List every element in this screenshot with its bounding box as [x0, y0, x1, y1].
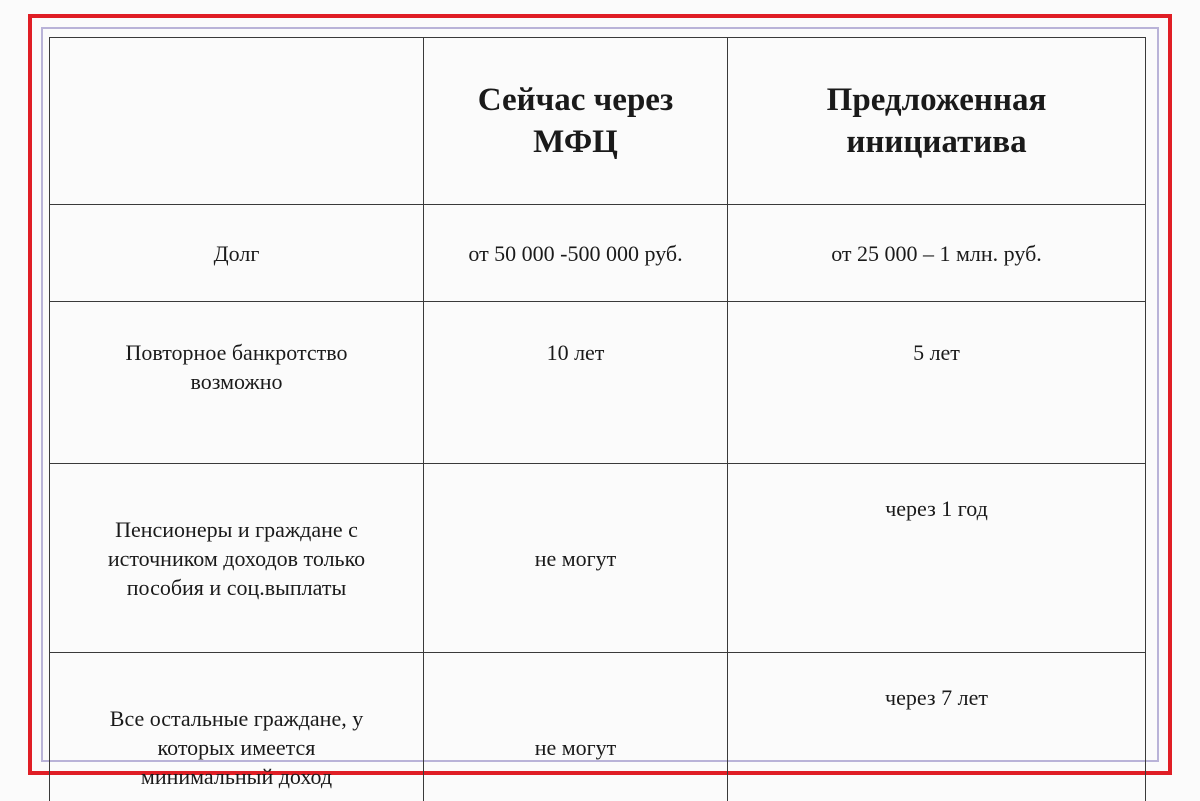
row-now-cell	[424, 302, 728, 464]
row-proposed-cell	[728, 302, 1146, 464]
row-label-cell	[50, 302, 424, 464]
row-proposed-cell	[728, 653, 1146, 801]
row-now-value: не могут	[534, 734, 617, 760]
row-proposed-cell	[728, 464, 1146, 653]
row-proposed-value: через 7 лет	[885, 685, 988, 710]
row-proposed-value: от 25 000 – 1 млн. руб.	[831, 240, 1042, 266]
row-now-value: от 50 000 -500 000 руб.	[468, 240, 683, 266]
row-label-cell	[50, 464, 424, 653]
row-label-cell	[50, 653, 424, 801]
table-header-row	[50, 38, 1146, 205]
row-now-value: 10 лет	[546, 340, 605, 365]
row-label-cell	[50, 205, 424, 302]
bankruptcy-comparison-table	[49, 37, 1146, 801]
row-proposed-value: 5 лет	[913, 340, 960, 365]
row-now-cell	[424, 205, 728, 302]
row-proposed-cell	[728, 205, 1146, 302]
row-now-cell	[424, 464, 728, 653]
header-now-cell	[424, 38, 728, 205]
row-proposed-value: через 1 год	[885, 496, 988, 521]
row-label: Пенсионеры и граждане с источником доходов только пособия и соц.выплаты	[107, 516, 366, 600]
header-now-label: Сейчас через МФЦ	[477, 82, 674, 160]
header-proposed-cell	[728, 38, 1146, 205]
table-row-debt	[50, 205, 1146, 302]
table-row-repeat-bankruptcy	[50, 302, 1146, 464]
table-row-other-citizens	[50, 653, 1146, 801]
row-now-cell	[424, 653, 728, 801]
header-blank-cell	[50, 38, 424, 205]
row-label: Долг	[213, 240, 260, 266]
row-now-value: не могут	[534, 545, 617, 571]
row-label: Повторное банкротство возможно	[125, 340, 348, 394]
table-row-pensioners	[50, 464, 1146, 653]
row-label: Все остальные граждане, у которых имеется минимальный доход	[109, 705, 364, 789]
header-proposed-label: Предложенная инициатива	[826, 82, 1047, 160]
